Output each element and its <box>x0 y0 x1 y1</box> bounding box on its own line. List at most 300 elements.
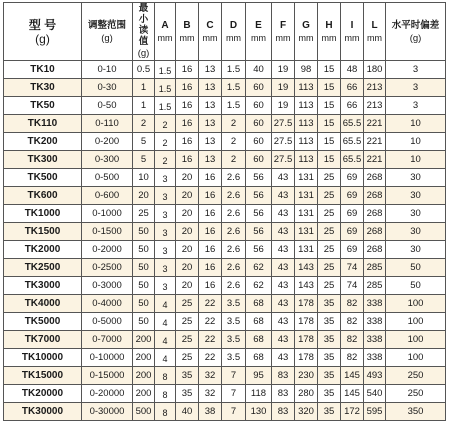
readability-cell: 50 <box>133 295 155 313</box>
dim-g-cell: 178 <box>295 349 318 367</box>
dim-h-cell: 25 <box>318 187 341 205</box>
range-cell: 0-1500 <box>82 223 133 241</box>
dim-i-cell: 74 <box>341 259 364 277</box>
dim-i-cell: 65.5 <box>341 115 364 133</box>
readability-cell: 50 <box>133 241 155 259</box>
dim-l-cell: 338 <box>364 295 386 313</box>
dim-g-cell: 113 <box>295 133 318 151</box>
dim-g-cell: 143 <box>295 277 318 295</box>
dim-e-cell: 68 <box>246 295 272 313</box>
range-cell: 0-7000 <box>82 331 133 349</box>
dim-a-cell: 3 <box>155 187 176 205</box>
dim-e-cell: 56 <box>246 223 272 241</box>
tilt-header-label: 水平时偏差 <box>391 19 440 31</box>
spec-table <box>3 2 446 421</box>
dim-i-cell: 69 <box>341 187 364 205</box>
dim-h-cell: 35 <box>318 403 341 421</box>
dim-a-cell: 3 <box>155 223 176 241</box>
dim-i-letter: I <box>350 19 354 31</box>
dim-g-cell: 113 <box>295 115 318 133</box>
dim-f-cell: 27.5 <box>272 133 295 151</box>
dim-b-cell: 25 <box>176 349 199 367</box>
dim-b-cell: 25 <box>176 295 199 313</box>
readability-header-unit: (g) <box>137 48 150 59</box>
tilt-header-unit: (g) <box>409 32 422 44</box>
tilt-deviation-cell: 30 <box>386 205 446 223</box>
dim-c-cell: 13 <box>199 61 222 79</box>
dim-d-cell: 2.6 <box>222 187 246 205</box>
dim-a-cell: 8 <box>155 367 176 385</box>
tilt-deviation-cell: 100 <box>386 331 446 349</box>
dim-l-cell: 338 <box>364 349 386 367</box>
dim-c-cell: 16 <box>199 169 222 187</box>
dim-h-cell: 35 <box>318 385 341 403</box>
dim-i-cell: 69 <box>341 169 364 187</box>
dim-c-unit: mm <box>202 32 218 43</box>
table-body <box>4 61 446 421</box>
dim-d-header <box>222 3 246 61</box>
readability-cell: 500 <box>133 403 155 421</box>
dim-b-cell: 20 <box>176 205 199 223</box>
dim-g-cell: 131 <box>295 205 318 223</box>
range-cell: 0-500 <box>82 169 133 187</box>
model-cell: TK30 <box>4 79 82 97</box>
dim-c-cell: 22 <box>199 349 222 367</box>
dim-g-cell: 143 <box>295 259 318 277</box>
table-row <box>4 331 446 349</box>
dim-i-cell: 82 <box>341 331 364 349</box>
dim-e-cell: 60 <box>246 79 272 97</box>
header-row <box>4 3 446 61</box>
range-cell: 0-10 <box>82 61 133 79</box>
readability-cell: 0.5 <box>133 61 155 79</box>
dim-a-cell: 2 <box>155 133 176 151</box>
range-cell: 0-2000 <box>82 241 133 259</box>
dim-a-cell: 2 <box>155 151 176 169</box>
dim-l-cell: 285 <box>364 259 386 277</box>
dim-f-cell: 43 <box>272 223 295 241</box>
dim-l-letter: L <box>371 19 378 31</box>
dim-a-cell: 8 <box>155 385 176 403</box>
dim-g-cell: 178 <box>295 331 318 349</box>
dim-a-unit: mm <box>157 32 173 43</box>
dim-e-cell: 56 <box>246 205 272 223</box>
dim-i-cell: 172 <box>341 403 364 421</box>
readability-cell: 50 <box>133 313 155 331</box>
dim-d-cell: 7 <box>222 367 246 385</box>
dim-l-cell: 285 <box>364 277 386 295</box>
tilt-deviation-cell: 3 <box>386 97 446 115</box>
dim-a-cell: 2 <box>155 115 176 133</box>
dim-h-cell: 25 <box>318 277 341 295</box>
dim-d-cell: 2.6 <box>222 205 246 223</box>
tilt-deviation-cell: 100 <box>386 313 446 331</box>
tilt-deviation-cell: 30 <box>386 241 446 259</box>
dim-c-cell: 16 <box>199 259 222 277</box>
range-cell: 0-20000 <box>82 385 133 403</box>
dim-h-cell: 15 <box>318 115 341 133</box>
dim-c-cell: 16 <box>199 241 222 259</box>
table-row <box>4 295 446 313</box>
dim-h-cell: 35 <box>318 313 341 331</box>
dim-l-cell: 268 <box>364 205 386 223</box>
tilt-deviation-cell: 250 <box>386 385 446 403</box>
dim-l-cell: 268 <box>364 223 386 241</box>
table-row <box>4 187 446 205</box>
dim-i-cell: 145 <box>341 367 364 385</box>
dim-f-cell: 27.5 <box>272 115 295 133</box>
dim-c-cell: 13 <box>199 79 222 97</box>
dim-b-cell: 20 <box>176 187 199 205</box>
dim-f-cell: 83 <box>272 367 295 385</box>
model-cell: TK110 <box>4 115 82 133</box>
dim-f-cell: 43 <box>272 241 295 259</box>
tilt-deviation-cell: 10 <box>386 133 446 151</box>
dim-e-cell: 56 <box>246 241 272 259</box>
dim-c-letter: C <box>206 19 214 31</box>
dim-a-cell: 1.5 <box>155 61 176 79</box>
model-header-unit: (g) <box>35 31 50 46</box>
range-cell: 0-50 <box>82 97 133 115</box>
dim-e-cell: 40 <box>246 61 272 79</box>
dim-b-cell: 35 <box>176 385 199 403</box>
range-cell: 0-30 <box>82 79 133 97</box>
range-cell: 0-15000 <box>82 367 133 385</box>
readability-cell: 10 <box>133 169 155 187</box>
dim-h-cell: 15 <box>318 151 341 169</box>
dim-e-cell: 60 <box>246 97 272 115</box>
dim-f-cell: 83 <box>272 385 295 403</box>
dim-c-cell: 13 <box>199 133 222 151</box>
dim-h-unit: mm <box>321 32 337 43</box>
dim-a-letter: A <box>161 19 169 31</box>
dim-d-cell: 2.6 <box>222 241 246 259</box>
dim-b-cell: 25 <box>176 331 199 349</box>
dim-g-cell: 178 <box>295 313 318 331</box>
table-row <box>4 97 446 115</box>
dim-b-cell: 40 <box>176 403 199 421</box>
dim-h-cell: 15 <box>318 61 341 79</box>
dim-g-cell: 131 <box>295 187 318 205</box>
dim-l-cell: 180 <box>364 61 386 79</box>
model-cell: TK600 <box>4 187 82 205</box>
dim-e-header <box>246 3 272 61</box>
dim-f-cell: 43 <box>272 169 295 187</box>
dim-l-cell: 221 <box>364 133 386 151</box>
model-column-header <box>4 3 82 61</box>
table-row <box>4 313 446 331</box>
model-cell: TK10 <box>4 61 82 79</box>
dim-c-cell: 22 <box>199 313 222 331</box>
dim-a-cell: 3 <box>155 205 176 223</box>
dim-f-cell: 83 <box>272 403 295 421</box>
range-cell: 0-3000 <box>82 277 133 295</box>
model-header-label: 型 号 <box>28 17 57 32</box>
dim-e-cell: 56 <box>246 169 272 187</box>
dim-b-cell: 25 <box>176 313 199 331</box>
dim-a-cell: 1.5 <box>155 97 176 115</box>
dim-l-cell: 268 <box>364 169 386 187</box>
readability-header-label: 最小读值 <box>138 3 149 47</box>
dim-g-cell: 131 <box>295 169 318 187</box>
readability-cell: 50 <box>133 223 155 241</box>
range-cell: 0-110 <box>82 115 133 133</box>
dim-b-cell: 20 <box>176 259 199 277</box>
dim-g-cell: 320 <box>295 403 318 421</box>
dim-h-cell: 25 <box>318 205 341 223</box>
dim-d-cell: 3.5 <box>222 331 246 349</box>
dim-g-cell: 113 <box>295 79 318 97</box>
dim-b-unit: mm <box>179 32 195 43</box>
dim-i-cell: 82 <box>341 313 364 331</box>
tilt-deviation-cell: 350 <box>386 403 446 421</box>
dim-h-cell: 15 <box>318 97 341 115</box>
dim-d-cell: 3.5 <box>222 313 246 331</box>
dim-i-header <box>341 3 364 61</box>
dim-d-letter: D <box>229 19 238 31</box>
dim-g-cell: 178 <box>295 295 318 313</box>
dim-b-letter: B <box>183 19 191 31</box>
dim-i-cell: 82 <box>341 295 364 313</box>
dim-l-unit: mm <box>367 32 382 43</box>
dim-c-cell: 32 <box>199 367 222 385</box>
dim-f-cell: 43 <box>272 259 295 277</box>
dim-l-cell: 213 <box>364 79 386 97</box>
dim-b-cell: 20 <box>176 169 199 187</box>
range-cell: 0-10000 <box>82 349 133 367</box>
dim-h-cell: 15 <box>318 133 341 151</box>
dim-e-cell: 130 <box>246 403 272 421</box>
dim-g-cell: 113 <box>295 151 318 169</box>
dim-d-cell: 3.5 <box>222 349 246 367</box>
dim-i-unit: mm <box>344 32 360 43</box>
tilt-deviation-cell: 10 <box>386 151 446 169</box>
range-column-header <box>82 3 133 61</box>
dim-g-cell: 131 <box>295 223 318 241</box>
dim-f-cell: 19 <box>272 61 295 79</box>
dim-e-cell: 68 <box>246 313 272 331</box>
dim-e-cell: 62 <box>246 277 272 295</box>
readability-cell: 50 <box>133 259 155 277</box>
dim-a-cell: 8 <box>155 403 176 421</box>
dim-a-cell: 3 <box>155 259 176 277</box>
range-cell: 0-300 <box>82 151 133 169</box>
range-cell: 0-4000 <box>82 295 133 313</box>
dim-d-cell: 1.5 <box>222 61 246 79</box>
dim-b-cell: 16 <box>176 97 199 115</box>
range-cell: 0-2500 <box>82 259 133 277</box>
model-cell: TK50 <box>4 97 82 115</box>
table-row <box>4 169 446 187</box>
dim-e-cell: 60 <box>246 133 272 151</box>
dim-i-cell: 145 <box>341 385 364 403</box>
table-row <box>4 277 446 295</box>
model-cell: TK30000 <box>4 403 82 421</box>
table-row <box>4 403 446 421</box>
dim-f-cell: 43 <box>272 187 295 205</box>
dim-a-cell: 3 <box>155 241 176 259</box>
dim-e-cell: 60 <box>246 115 272 133</box>
dim-h-cell: 25 <box>318 241 341 259</box>
dim-c-cell: 13 <box>199 115 222 133</box>
dim-f-cell: 43 <box>272 313 295 331</box>
model-cell: TK200 <box>4 133 82 151</box>
table-row <box>4 61 446 79</box>
dim-i-cell: 69 <box>341 241 364 259</box>
dim-a-cell: 3 <box>155 277 176 295</box>
tilt-deviation-cell: 10 <box>386 115 446 133</box>
model-cell: TK3000 <box>4 277 82 295</box>
dim-f-cell: 43 <box>272 331 295 349</box>
table-row <box>4 205 446 223</box>
model-cell: TK5000 <box>4 313 82 331</box>
dim-i-cell: 74 <box>341 277 364 295</box>
readability-cell: 200 <box>133 331 155 349</box>
dim-b-cell: 20 <box>176 277 199 295</box>
dim-d-cell: 3.5 <box>222 295 246 313</box>
dim-f-cell: 27.5 <box>272 151 295 169</box>
dim-e-unit: mm <box>251 32 266 43</box>
dim-g-cell: 98 <box>295 61 318 79</box>
dim-b-cell: 35 <box>176 367 199 385</box>
model-cell: TK15000 <box>4 367 82 385</box>
dim-c-cell: 13 <box>199 97 222 115</box>
dim-d-cell: 2.6 <box>222 277 246 295</box>
tilt-deviation-cell: 100 <box>386 349 446 367</box>
dim-i-cell: 82 <box>341 349 364 367</box>
tilt-deviation-cell: 50 <box>386 277 446 295</box>
dim-d-cell: 2 <box>222 133 246 151</box>
dim-l-cell: 540 <box>364 385 386 403</box>
model-cell: TK500 <box>4 169 82 187</box>
table-row <box>4 133 446 151</box>
dim-i-cell: 65.5 <box>341 133 364 151</box>
dim-f-cell: 43 <box>272 295 295 313</box>
dim-d-cell: 2.6 <box>222 223 246 241</box>
dim-d-cell: 1.5 <box>222 79 246 97</box>
readability-cell: 200 <box>133 349 155 367</box>
dim-f-unit: mm <box>275 32 291 43</box>
tilt-deviation-cell: 30 <box>386 223 446 241</box>
dim-e-cell: 95 <box>246 367 272 385</box>
readability-cell: 50 <box>133 277 155 295</box>
model-cell: TK10000 <box>4 349 82 367</box>
dim-h-cell: 25 <box>318 259 341 277</box>
dim-g-header <box>295 3 318 61</box>
table-row <box>4 79 446 97</box>
dim-l-cell: 338 <box>364 331 386 349</box>
dim-i-cell: 65.5 <box>341 151 364 169</box>
model-cell: TK1500 <box>4 223 82 241</box>
dim-f-letter: F <box>279 19 287 31</box>
dim-c-cell: 16 <box>199 205 222 223</box>
table-row <box>4 367 446 385</box>
tilt-deviation-cell: 30 <box>386 169 446 187</box>
dim-d-cell: 2.6 <box>222 259 246 277</box>
dim-a-cell: 4 <box>155 295 176 313</box>
dim-d-cell: 2 <box>222 151 246 169</box>
tilt-column-header <box>386 3 446 61</box>
model-cell: TK2000 <box>4 241 82 259</box>
dim-b-cell: 16 <box>176 61 199 79</box>
table-row <box>4 241 446 259</box>
dim-d-cell: 2.6 <box>222 169 246 187</box>
tilt-deviation-cell: 50 <box>386 259 446 277</box>
dim-i-cell: 66 <box>341 97 364 115</box>
dim-f-cell: 19 <box>272 97 295 115</box>
dim-l-cell: 595 <box>364 403 386 421</box>
dim-c-cell: 38 <box>199 403 222 421</box>
readability-cell: 5 <box>133 151 155 169</box>
readability-column-header <box>133 3 155 61</box>
dim-b-cell: 16 <box>176 151 199 169</box>
dim-l-cell: 493 <box>364 367 386 385</box>
dim-c-cell: 22 <box>199 331 222 349</box>
dim-c-cell: 22 <box>199 295 222 313</box>
dim-g-letter: G <box>302 19 310 31</box>
readability-cell: 5 <box>133 133 155 151</box>
dim-g-cell: 280 <box>295 385 318 403</box>
dim-h-cell: 25 <box>318 169 341 187</box>
dim-c-cell: 16 <box>199 187 222 205</box>
dim-e-letter: E <box>255 19 262 31</box>
dim-f-cell: 43 <box>272 205 295 223</box>
dim-h-cell: 35 <box>318 367 341 385</box>
readability-cell: 1 <box>133 97 155 115</box>
dim-h-cell: 35 <box>318 349 341 367</box>
dim-h-header <box>318 3 341 61</box>
dim-a-cell: 1.5 <box>155 79 176 97</box>
model-cell: TK1000 <box>4 205 82 223</box>
readability-cell: 20 <box>133 187 155 205</box>
dim-d-cell: 7 <box>222 385 246 403</box>
dim-e-cell: 68 <box>246 331 272 349</box>
dim-l-cell: 268 <box>364 187 386 205</box>
dim-e-cell: 62 <box>246 259 272 277</box>
model-cell: TK300 <box>4 151 82 169</box>
dim-c-cell: 32 <box>199 385 222 403</box>
dim-i-cell: 66 <box>341 79 364 97</box>
dim-d-cell: 2 <box>222 115 246 133</box>
table-row <box>4 349 446 367</box>
dim-c-cell: 16 <box>199 277 222 295</box>
dim-g-cell: 230 <box>295 367 318 385</box>
model-cell: TK4000 <box>4 295 82 313</box>
table-row <box>4 115 446 133</box>
dim-e-cell: 68 <box>246 349 272 367</box>
dim-g-cell: 113 <box>295 97 318 115</box>
dim-a-cell: 4 <box>155 349 176 367</box>
readability-cell: 200 <box>133 385 155 403</box>
range-cell: 0-600 <box>82 187 133 205</box>
dim-l-cell: 338 <box>364 313 386 331</box>
dim-f-cell: 43 <box>272 277 295 295</box>
dim-l-cell: 221 <box>364 151 386 169</box>
range-cell: 0-5000 <box>82 313 133 331</box>
dim-d-unit: mm <box>226 32 241 43</box>
dim-g-unit: mm <box>298 32 314 43</box>
dim-e-cell: 56 <box>246 187 272 205</box>
table-row <box>4 259 446 277</box>
tilt-deviation-cell: 30 <box>386 187 446 205</box>
dim-b-header <box>176 3 199 61</box>
dim-a-cell: 3 <box>155 169 176 187</box>
tilt-deviation-cell: 100 <box>386 295 446 313</box>
dim-h-cell: 25 <box>318 223 341 241</box>
dim-g-cell: 131 <box>295 241 318 259</box>
table-row <box>4 223 446 241</box>
range-header-unit: (g) <box>101 32 113 44</box>
